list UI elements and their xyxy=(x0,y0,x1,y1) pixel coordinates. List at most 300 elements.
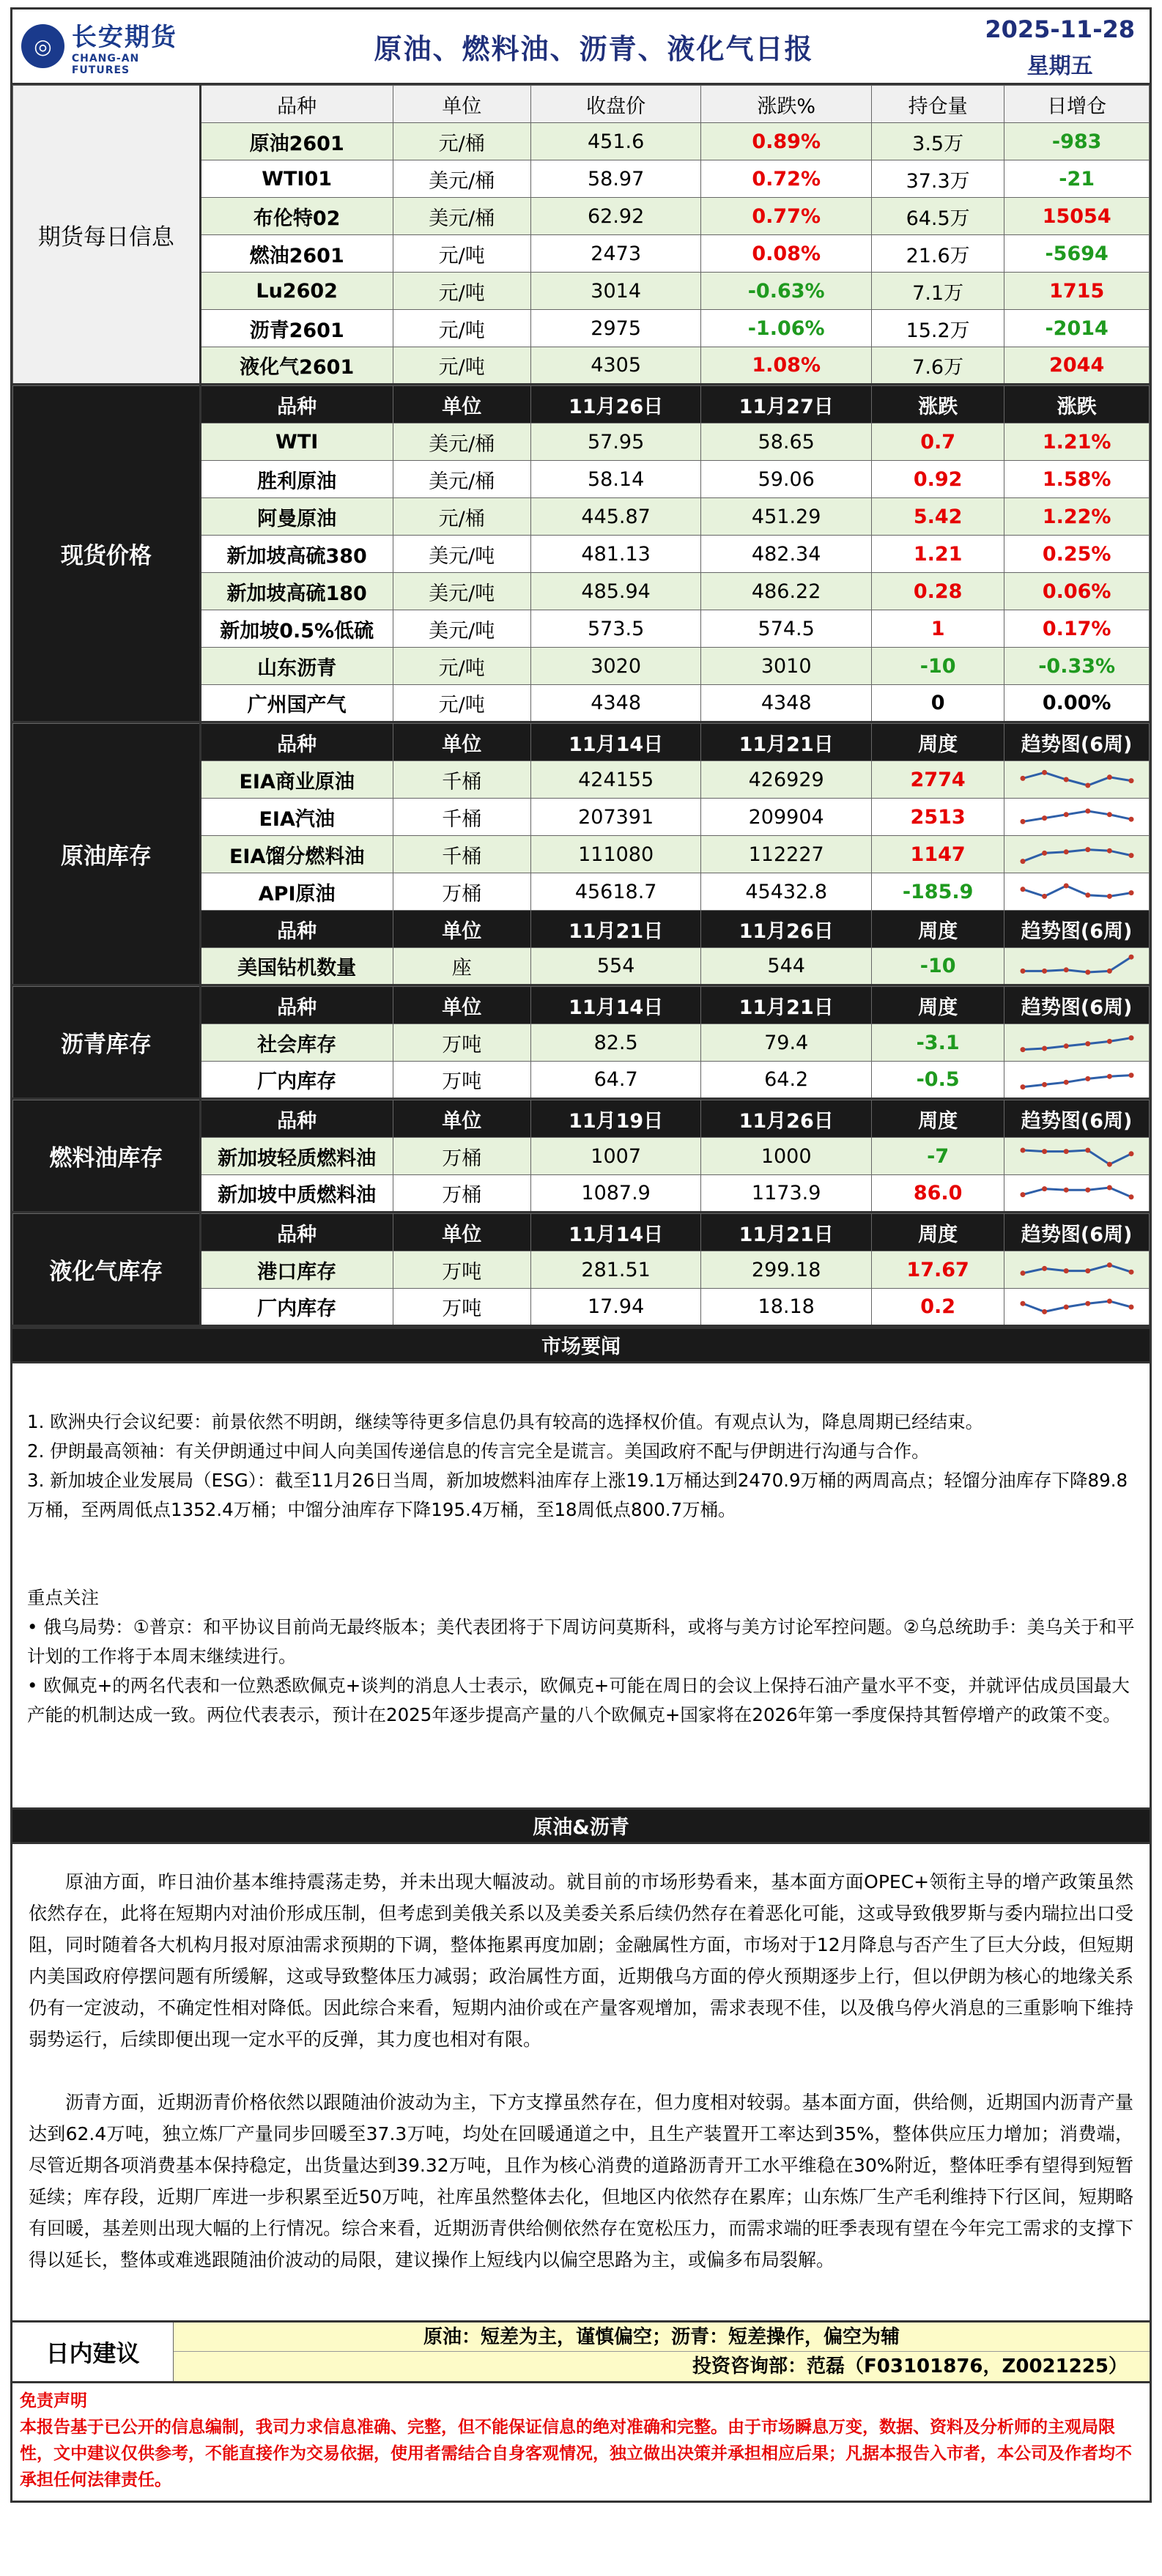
disclaimer-title: 免责声明 xyxy=(20,2391,87,2410)
trend-point xyxy=(1085,1268,1090,1273)
trend-chart xyxy=(1004,1062,1150,1099)
value-week2: 299.18 xyxy=(701,1251,872,1289)
product-name: 厂内库存 xyxy=(200,1062,393,1099)
trend-chart xyxy=(1004,799,1150,836)
advice-text: 原油：短差为主，谨慎偏空；沥青：短差操作，偏空为辅 xyxy=(174,2323,1150,2352)
column-header: 单位 xyxy=(393,1100,530,1138)
trend-point xyxy=(1020,968,1025,973)
column-header: 单位 xyxy=(393,386,530,423)
trend-point xyxy=(1042,1081,1047,1087)
logo-en: CHANG-AN FUTURES xyxy=(71,52,140,76)
change-pct: 1.22% xyxy=(1004,498,1150,536)
news-item: 2. 伊朗最高领袖：有关伊朗通过中间人向美国传递信息的传言完全是谎言。美国政府不配与伊朗进行沟通与合作。 xyxy=(27,1440,930,1462)
unit: 美元/吨 xyxy=(393,536,530,573)
trend-sparkline xyxy=(1018,1064,1136,1096)
trend-chart xyxy=(1004,836,1150,873)
open-interest: 37.3万 xyxy=(871,160,1004,198)
trend-point xyxy=(1020,776,1025,781)
column-header: 趋势图(6周) xyxy=(1004,1100,1150,1138)
trend-sparkline xyxy=(1018,1177,1136,1210)
trend-sparkline xyxy=(1018,1291,1136,1323)
trend-point xyxy=(1128,1194,1133,1199)
weekly-change: -185.9 xyxy=(871,873,1004,911)
trend-point xyxy=(1107,1039,1112,1044)
change-pct: 0.77% xyxy=(701,198,872,235)
unit: 元/吨 xyxy=(393,310,530,347)
column-header: 11月14日 xyxy=(530,1214,701,1251)
trend-point xyxy=(1085,1148,1090,1153)
change-value: -10 xyxy=(871,648,1004,685)
column-header: 周度 xyxy=(871,724,1004,761)
price-day1: 4348 xyxy=(530,685,701,722)
value-week2: 209904 xyxy=(701,799,872,836)
value-week1: 1007 xyxy=(530,1138,701,1175)
news-title: 市场要闻 xyxy=(12,1327,1150,1363)
price-day1: 3020 xyxy=(530,648,701,685)
trend-point xyxy=(1042,968,1047,973)
trend-point xyxy=(1020,1084,1025,1089)
trend-point xyxy=(1042,1266,1047,1271)
price-day1: 445.87 xyxy=(530,498,701,536)
close-price: 2975 xyxy=(530,310,701,347)
trend-point xyxy=(1063,884,1068,889)
trend-line xyxy=(1023,772,1131,785)
trend-point xyxy=(1085,1076,1090,1081)
product-name: 新加坡中质燃料油 xyxy=(200,1175,393,1213)
unit: 万吨 xyxy=(393,1024,530,1062)
column-header: 11月21日 xyxy=(530,911,701,948)
table-header-row xyxy=(13,386,1150,423)
product-name: EIA馏分燃料油 xyxy=(200,836,393,873)
trend-point xyxy=(1085,847,1090,852)
column-header: 11月26日 xyxy=(701,1100,872,1138)
product-name: 社会库存 xyxy=(200,1024,393,1062)
change-pct: 0.17% xyxy=(1004,610,1150,648)
column-header: 收盘价 xyxy=(530,86,701,123)
column-header: 11月14日 xyxy=(530,724,701,761)
value-week1: 554 xyxy=(530,948,701,985)
unit: 美元/桶 xyxy=(393,198,530,235)
column-header: 品种 xyxy=(200,386,393,423)
disclaimer xyxy=(12,2383,1150,2501)
value-week1: 111080 xyxy=(530,836,701,873)
column-header: 11月14日 xyxy=(530,987,701,1024)
trend-sparkline xyxy=(1018,1254,1136,1286)
open-interest: 7.1万 xyxy=(871,273,1004,310)
change-pct: 0.08% xyxy=(701,235,872,273)
trend-point xyxy=(1128,890,1133,895)
change-pct: -1.06% xyxy=(701,310,872,347)
futures-table xyxy=(12,85,1150,385)
column-header: 趋势图(6周) xyxy=(1004,724,1150,761)
price-day1: 57.95 xyxy=(530,423,701,461)
daily-oi-change: 1715 xyxy=(1004,273,1150,310)
report-title: 原油、燃料油、沥青、液化气日报 xyxy=(374,32,814,65)
spot-table xyxy=(12,385,1150,723)
trend-point xyxy=(1128,778,1133,783)
logo-cn: 长安期货 xyxy=(71,22,177,52)
product-name: 新加坡高硫180 xyxy=(200,573,393,610)
change-value: 0.28 xyxy=(871,573,1004,610)
weekly-change: 17.67 xyxy=(871,1251,1004,1289)
column-header: 11月21日 xyxy=(701,1214,872,1251)
daily-oi-change: 15054 xyxy=(1004,198,1150,235)
trend-point xyxy=(1042,851,1047,856)
change-value: 5.42 xyxy=(871,498,1004,536)
unit: 千桶 xyxy=(393,761,530,799)
trend-sparkline xyxy=(1018,1026,1136,1059)
close-price: 4305 xyxy=(530,347,701,385)
trend-sparkline xyxy=(1018,876,1136,908)
value-week2: 64.2 xyxy=(701,1062,872,1099)
section-label: 现货价格 xyxy=(13,386,201,722)
trend-point xyxy=(1042,1309,1047,1314)
trend-point xyxy=(1020,887,1025,892)
trend-point xyxy=(1128,1304,1133,1309)
change-pct: 0.06% xyxy=(1004,573,1150,610)
column-header: 周度 xyxy=(871,987,1004,1024)
trend-point xyxy=(1042,894,1047,899)
trend-point xyxy=(1128,954,1133,959)
open-interest: 15.2万 xyxy=(871,310,1004,347)
trend-point xyxy=(1085,783,1090,788)
daily-oi-change: -21 xyxy=(1004,160,1150,198)
trend-line xyxy=(1023,886,1131,896)
trend-sparkline xyxy=(1018,763,1136,796)
unit: 美元/桶 xyxy=(393,461,530,498)
disclaimer-text: 本报告基于已公开的信息编制，我司力求信息准确、完整，但不能保证信息的绝对准确和完整。由于市场瞬息万变，数据、资料及分析师的主观局限性，文中建议仅供参考，不能直接作为交易依据，使用者需结合自身客观情况，独立做出决策并承担相应后果；凡据本报告入市者，本公司及作者均不承担任何法律责任。 xyxy=(20,2418,1132,2490)
daily-oi-change: 2044 xyxy=(1004,347,1150,385)
product-name: 液化气2601 xyxy=(200,347,393,385)
price-day1: 58.14 xyxy=(530,461,701,498)
trend-point xyxy=(1107,1162,1112,1167)
product-name: Lu2602 xyxy=(200,273,393,310)
logo xyxy=(12,9,199,84)
trend-point xyxy=(1107,1298,1112,1303)
unit: 万桶 xyxy=(393,1138,530,1175)
unit: 美元/吨 xyxy=(393,573,530,610)
change-pct: 1.21% xyxy=(1004,423,1150,461)
product-name: 燃油2601 xyxy=(200,235,393,273)
change-pct: 0.00% xyxy=(1004,685,1150,722)
weekly-change: -7 xyxy=(871,1138,1004,1175)
column-header: 品种 xyxy=(200,724,393,761)
trend-point xyxy=(1085,969,1090,974)
price-day2: 482.34 xyxy=(701,536,872,573)
value-week2: 79.4 xyxy=(701,1024,872,1062)
focus-item: • 欧佩克+的两名代表和一位熟悉欧佩克+谈判的消息人士表示，欧佩克+可能在周日的会议上保持石油产量水平不变，并就评估成员国最大产能的机制达成一致。两位代表表示，预计在2025年逐步提高产量的八个欧佩克+国家将在2026年第一季度保持其暂停增产的政策不变。 xyxy=(27,1675,1130,1725)
report-date: 2025-11-28 xyxy=(985,15,1135,43)
section-label: 燃料油库存 xyxy=(13,1100,201,1213)
trend-point xyxy=(1085,1300,1090,1306)
unit: 万桶 xyxy=(393,873,530,911)
column-header: 11月21日 xyxy=(701,724,872,761)
data-tables xyxy=(12,85,1150,1327)
trend-point xyxy=(1042,1046,1047,1051)
change-pct: 0.72% xyxy=(701,160,872,198)
column-header: 趋势图(6周) xyxy=(1004,911,1150,948)
product-name: 胜利原油 xyxy=(200,461,393,498)
trend-point xyxy=(1128,853,1133,858)
trend-point xyxy=(1128,1270,1133,1275)
price-day2: 3010 xyxy=(701,648,872,685)
price-day2: 574.5 xyxy=(701,610,872,648)
value-week1: 45618.7 xyxy=(530,873,701,911)
weekly-change: 2774 xyxy=(871,761,1004,799)
trend-line xyxy=(1023,957,1131,972)
report-header xyxy=(12,10,1150,85)
trend-point xyxy=(1085,1041,1090,1046)
trend-point xyxy=(1020,1047,1025,1052)
value-week2: 1173.9 xyxy=(701,1175,872,1213)
weekly-change: 2513 xyxy=(871,799,1004,836)
product-name: 原油2601 xyxy=(200,123,393,160)
daily-oi-change: -5694 xyxy=(1004,235,1150,273)
column-header: 品种 xyxy=(200,911,393,948)
trend-point xyxy=(1020,1300,1025,1306)
trend-point xyxy=(1107,1185,1112,1190)
close-price: 62.92 xyxy=(530,198,701,235)
change-value: 0 xyxy=(871,685,1004,722)
analysis-paragraph: 原油方面，昨日油价基本维持震荡走势，并未出现大幅波动。就目前的市场形势看来，基本面方面OPEC+领衔主导的增产政策虽然依然存在，此将在短期内对油价形成压制，但考虑到美俄关系以及美委关系后续仍然存在着恶化可能，这或导致俄罗斯与委内瑞拉出口受阻，同时随着各大机构月报对原油需求预期的下调，整体拖累再度加剧；金融属性方面，市场对于12月降息与否产生了巨大分歧，但短期内美国政府停摆问题有所缓解，这或导致整体压力减弱；政治属性方面，近期俄乌方面的停火预期逐步上行，但以伊朗为核心的地缘关系仍有一定波动，不确定性相对降低。因此综合来看，短期内油价或在产量客观增加，需求表现不佳，以及俄乌停火消息的三重影响下维持弱势运行，后续即便出现一定水平的反弹，其力度也相对有限。 xyxy=(29,1871,1133,2050)
trend-sparkline xyxy=(1018,1140,1136,1172)
report-page xyxy=(10,7,1152,2503)
column-header: 周度 xyxy=(871,911,1004,948)
advice-label: 日内建议 xyxy=(12,2323,174,2381)
trend-point xyxy=(1128,817,1133,822)
unit: 元/吨 xyxy=(393,347,530,385)
column-header: 品种 xyxy=(200,86,393,123)
column-header: 单位 xyxy=(393,987,530,1024)
product-name: 新加坡0.5%低硫 xyxy=(200,610,393,648)
column-header: 单位 xyxy=(393,911,530,948)
unit: 元/桶 xyxy=(393,498,530,536)
section-label: 原油库存 xyxy=(13,724,201,985)
trend-point xyxy=(1063,1187,1068,1192)
price-day1: 573.5 xyxy=(530,610,701,648)
trend-line xyxy=(1023,1150,1131,1164)
advice-author: 投资咨询部：范磊（F03101876，Z0021225） xyxy=(174,2352,1150,2381)
product-name: WTI xyxy=(200,423,393,461)
daily-oi-change: -2014 xyxy=(1004,310,1150,347)
trend-point xyxy=(1063,1043,1068,1048)
news-item: 3. 新加坡企业发展局（ESG）：截至11月26日当周，新加坡燃料油库存上涨19.1万桶达到2470.9万桶的两周高点；轻馏分油库存下降89.8万桶，至两周低点1352.4万桶；中馏分油库存下降195.4万桶，至18周低点800.7万桶。 xyxy=(27,1470,1128,1520)
value-week1: 281.51 xyxy=(530,1251,701,1289)
section-label: 沥青库存 xyxy=(13,987,201,1099)
trend-point xyxy=(1107,968,1112,973)
trend-point xyxy=(1042,1149,1047,1154)
trend-chart xyxy=(1004,948,1150,985)
crude_inv-table xyxy=(12,723,1150,986)
trend-sparkline xyxy=(1018,950,1136,982)
column-header: 11月26日 xyxy=(701,911,872,948)
weekly-change: -10 xyxy=(871,948,1004,985)
change-value: 0.92 xyxy=(871,461,1004,498)
value-week1: 424155 xyxy=(530,761,701,799)
section-label: 液化气库存 xyxy=(13,1214,201,1326)
trend-point xyxy=(1085,1187,1090,1192)
trend-chart xyxy=(1004,1024,1150,1062)
trend-point xyxy=(1063,967,1068,972)
analysis-section xyxy=(12,1844,1150,2320)
value-week1: 64.7 xyxy=(530,1062,701,1099)
trend-line xyxy=(1023,850,1131,862)
table-header-row xyxy=(13,1100,1150,1138)
value-week1: 207391 xyxy=(530,799,701,836)
logo-icon: ◎ xyxy=(21,24,64,68)
trend-point xyxy=(1042,770,1047,775)
focus-item: • 俄乌局势：①普京：和平协议目前尚无最终版本；美代表团将于下周访问莫斯科，或将与美方讨论军控问题。②乌总统助手：美乌关于和平计划的工作将于本周末继续进行。 xyxy=(27,1616,1135,1667)
column-header: 11月26日 xyxy=(530,386,701,423)
product-name: 山东沥青 xyxy=(200,648,393,685)
trend-point xyxy=(1063,1268,1068,1273)
column-header: 品种 xyxy=(200,1100,393,1138)
price-day2: 486.22 xyxy=(701,573,872,610)
column-header: 趋势图(6周) xyxy=(1004,1214,1150,1251)
value-week1: 82.5 xyxy=(530,1024,701,1062)
value-week2: 18.18 xyxy=(701,1289,872,1326)
trend-point xyxy=(1063,1304,1068,1309)
trend-point xyxy=(1107,848,1112,854)
change-value: 1.21 xyxy=(871,536,1004,573)
weekly-change: -0.5 xyxy=(871,1062,1004,1099)
change-value: 1 xyxy=(871,610,1004,648)
product-name: API原油 xyxy=(200,873,393,911)
value-week2: 112227 xyxy=(701,836,872,873)
value-week2: 1000 xyxy=(701,1138,872,1175)
trend-point xyxy=(1128,1151,1133,1156)
unit: 万吨 xyxy=(393,1251,530,1289)
change-pct: 1.08% xyxy=(701,347,872,385)
product-name: 新加坡轻质燃料油 xyxy=(200,1138,393,1175)
trend-point xyxy=(1085,892,1090,897)
column-header: 品种 xyxy=(200,1214,393,1251)
table-header-row xyxy=(13,724,1150,761)
trend-line xyxy=(1023,811,1131,821)
column-header: 11月21日 xyxy=(701,987,872,1024)
column-header: 涨跌 xyxy=(871,386,1004,423)
price-day1: 485.94 xyxy=(530,573,701,610)
daily-oi-change: -983 xyxy=(1004,123,1150,160)
analysis-paragraph: 沥青方面，近期沥青价格依然以跟随油价波动为主，下方支撑虽然存在，但力度相对较弱。基本面方面，供给侧，近期国内沥青产量达到62.4万吨，独立炼厂产量同步回暖至37.3万吨，均处在回暖通道之中，且生产装置开工率达到35%，整体供应压力增加；消费端，尽管近期各项消费基本保持稳定，出货量达到39.32万吨，且作为核心消费的道路沥青开工水平维稳在30%附近，整体旺季有望得到短暂延续；库存段，近期厂库进一步积累至近50万吨，社库虽然整体去化，但地区内依然存在累库；山东炼厂生产毛利维持下行区间，短期略有回暖，基差则出现大幅的上行情况。综合来看，近期沥青供给侧依然存在宽松压力，而需求端的旺季表现有望在今年完工需求的支撑下得以延长，整体或难逃跟随油价波动的局限，建议操作上短线内以偏空思路为主，或偏多布局裂解。 xyxy=(29,2092,1133,2270)
product-name: 广州国产气 xyxy=(200,685,393,722)
unit: 元/吨 xyxy=(393,648,530,685)
price-day2: 451.29 xyxy=(701,498,872,536)
product-name: 港口库存 xyxy=(200,1251,393,1289)
advice-section xyxy=(12,2320,1150,2383)
price-day2: 58.65 xyxy=(701,423,872,461)
unit: 万吨 xyxy=(393,1289,530,1326)
trend-point xyxy=(1107,812,1112,817)
trend-point xyxy=(1063,777,1068,782)
trend-point xyxy=(1063,1079,1068,1084)
product-name: WTI01 xyxy=(200,160,393,198)
product-name: EIA商业原油 xyxy=(200,761,393,799)
unit: 千桶 xyxy=(393,799,530,836)
unit: 美元/桶 xyxy=(393,160,530,198)
news-item: 1. 欧洲央行会议纪要：前景依然不明朗，继续等待更多信息仍具有较高的选择权价值。有观点认为，降息周期已经结束。 xyxy=(27,1411,984,1432)
unit: 元/吨 xyxy=(393,685,530,722)
unit: 千桶 xyxy=(393,836,530,873)
trend-sparkline xyxy=(1018,801,1136,833)
trend-point xyxy=(1020,1270,1025,1276)
lpg_inv-table xyxy=(12,1213,1150,1327)
open-interest: 21.6万 xyxy=(871,235,1004,273)
trend-point xyxy=(1042,1186,1047,1191)
trend-point xyxy=(1107,894,1112,899)
change-pct: 0.89% xyxy=(701,123,872,160)
trend-line xyxy=(1023,1188,1131,1197)
column-header: 周度 xyxy=(871,1214,1004,1251)
news-section xyxy=(12,1363,1150,1807)
product-name: 厂内库存 xyxy=(200,1289,393,1326)
trend-point xyxy=(1063,812,1068,817)
trend-chart xyxy=(1004,1175,1150,1213)
weekly-change: 1147 xyxy=(871,836,1004,873)
change-value: 0.7 xyxy=(871,423,1004,461)
product-name: 沥青2601 xyxy=(200,310,393,347)
trend-line xyxy=(1023,1265,1131,1273)
product-name: 布伦特02 xyxy=(200,198,393,235)
column-header: 日增仓 xyxy=(1004,86,1150,123)
table-header-row xyxy=(13,86,1150,123)
section-label: 期货每日信息 xyxy=(13,86,201,385)
column-header: 单位 xyxy=(393,1214,530,1251)
fuel_inv-table xyxy=(12,1100,1150,1213)
trend-chart xyxy=(1004,1138,1150,1175)
change-pct: 0.25% xyxy=(1004,536,1150,573)
weekly-change: 0.2 xyxy=(871,1289,1004,1326)
table-header-row xyxy=(13,1214,1150,1251)
unit: 元/桶 xyxy=(393,123,530,160)
price-day2: 59.06 xyxy=(701,461,872,498)
trend-point xyxy=(1020,859,1025,864)
trend-chart xyxy=(1004,761,1150,799)
trend-point xyxy=(1107,1262,1112,1267)
unit: 美元/桶 xyxy=(393,423,530,461)
trend-line xyxy=(1023,1301,1131,1311)
trend-chart xyxy=(1004,1289,1150,1326)
price-day1: 481.13 xyxy=(530,536,701,573)
value-week2: 544 xyxy=(701,948,872,985)
unit: 元/吨 xyxy=(393,273,530,310)
price-day2: 4348 xyxy=(701,685,872,722)
product-name: EIA汽油 xyxy=(200,799,393,836)
unit: 座 xyxy=(393,948,530,985)
unit: 元/吨 xyxy=(393,235,530,273)
value-week2: 45432.8 xyxy=(701,873,872,911)
close-price: 58.97 xyxy=(530,160,701,198)
trend-point xyxy=(1128,1035,1133,1040)
product-name: 新加坡高硫380 xyxy=(200,536,393,573)
trend-point xyxy=(1020,1148,1025,1153)
trend-line xyxy=(1023,1075,1131,1087)
trend-point xyxy=(1042,815,1047,821)
trend-sparkline xyxy=(1018,838,1136,870)
column-header: 11月27日 xyxy=(701,386,872,423)
close-price: 2473 xyxy=(530,235,701,273)
unit: 美元/吨 xyxy=(393,610,530,648)
close-price: 3014 xyxy=(530,273,701,310)
value-week1: 17.94 xyxy=(530,1289,701,1326)
value-week2: 426929 xyxy=(701,761,872,799)
trend-point xyxy=(1020,819,1025,824)
column-header: 品种 xyxy=(200,987,393,1024)
trend-point xyxy=(1128,1073,1133,1078)
change-pct: -0.33% xyxy=(1004,648,1150,685)
unit: 万桶 xyxy=(393,1175,530,1213)
trend-point xyxy=(1085,809,1090,814)
